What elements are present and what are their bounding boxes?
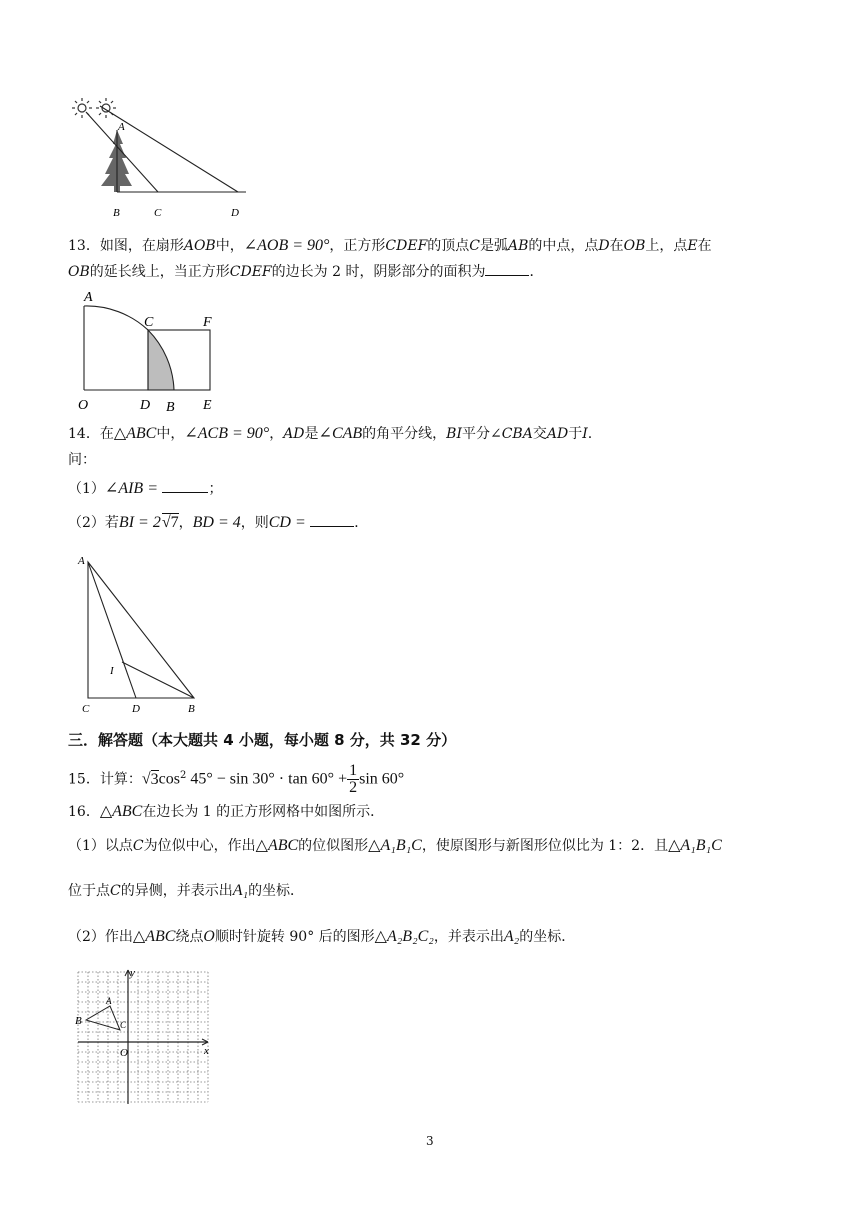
question-16-part-1-line-1: （1）以点C为位似中心，作出△ABC的位似图形△A₁B₁C，使原图形与新图形位似比为 1：2．且△A₁B₁C <box>68 837 722 854</box>
sun-icon <box>96 98 116 118</box>
question-14-part-1: （1）∠AIB = ； <box>68 480 223 497</box>
sqrt-radicand: √7 <box>161 514 179 531</box>
question-14-ask: 问： <box>68 452 96 468</box>
axis-label-x: x <box>204 1045 209 1057</box>
question-16-part-1-line-2: 位于点C的异侧，并表示出A₁的坐标． <box>68 882 305 899</box>
question-15: 15．计算：$√3\cos^2$ 45° − sin 30° · tan 60° + $\frac{1}{2}$ sin 60° <box>68 762 405 797</box>
answer-blank[interactable] <box>162 478 208 493</box>
figure-tree-shadow <box>70 96 260 226</box>
label-C: C <box>154 207 162 219</box>
label-C: C <box>82 703 90 715</box>
page-number: 3 <box>426 1134 434 1148</box>
label-C: C <box>120 1020 127 1030</box>
label-B: B <box>188 703 195 715</box>
answer-blank[interactable] <box>485 261 529 276</box>
question-14-part-2: （2）若BI = 2√7，BD = 4，则CD = ． <box>68 514 369 531</box>
axis-label-y: y <box>130 967 135 979</box>
label-D: D <box>231 207 239 219</box>
label-B: B <box>75 1015 82 1027</box>
label-E: E <box>203 398 212 413</box>
label-B: B <box>113 207 120 219</box>
section-heading: 三．解答题（本大题共 4 小题，每小题 8 分，共 32 分） <box>68 731 457 749</box>
answer-blank[interactable] <box>310 512 354 527</box>
label-D: D <box>140 398 151 413</box>
label-F: F <box>203 315 212 330</box>
grid-lines <box>78 972 208 1102</box>
figure-triangle-abc <box>74 552 208 716</box>
label-I: I <box>110 665 114 677</box>
question-16-line: 16．△ABC在边长为 1 的正方形网格中如图所示． <box>68 803 385 820</box>
fraction: $\frac{1}{2}$ <box>349 762 358 797</box>
label-A: A <box>118 121 125 133</box>
question-13-line-1: 13．如图，在扇形AOB中，∠AOB = 90°，正方形CDEF的顶点C是弧AB的中点，点D在OB上，点E在 <box>68 237 712 254</box>
label-A: A <box>106 996 112 1006</box>
label-B: B <box>166 400 175 415</box>
label-D: D <box>132 703 140 715</box>
question-14-line-1: 14．在△ABC中，∠ACB = 90°，AD是∠CAB的角平分线，BI平分∠CBA交AD于I. <box>68 425 593 442</box>
shaded-region <box>148 330 174 390</box>
label-C: C <box>144 315 154 330</box>
label-A: A <box>78 555 85 567</box>
question-13-line-2: OB的延长线上，当正方形CDEF的边长为 2 时，阴影部分的面积为 ． <box>68 261 543 282</box>
label-O: O <box>78 398 89 413</box>
triangle-abc <box>86 1006 120 1030</box>
label-A: A <box>84 290 93 305</box>
question-16-part-2: （2）作出△ABC绕点O顺时针旋转 90° 后的图形△A₂B₂C₂，并表示出A₂的坐标． <box>68 928 576 945</box>
label-O: O <box>120 1047 128 1059</box>
figure-coordinate-grid <box>72 964 214 1110</box>
figure-sector-square <box>70 284 230 418</box>
